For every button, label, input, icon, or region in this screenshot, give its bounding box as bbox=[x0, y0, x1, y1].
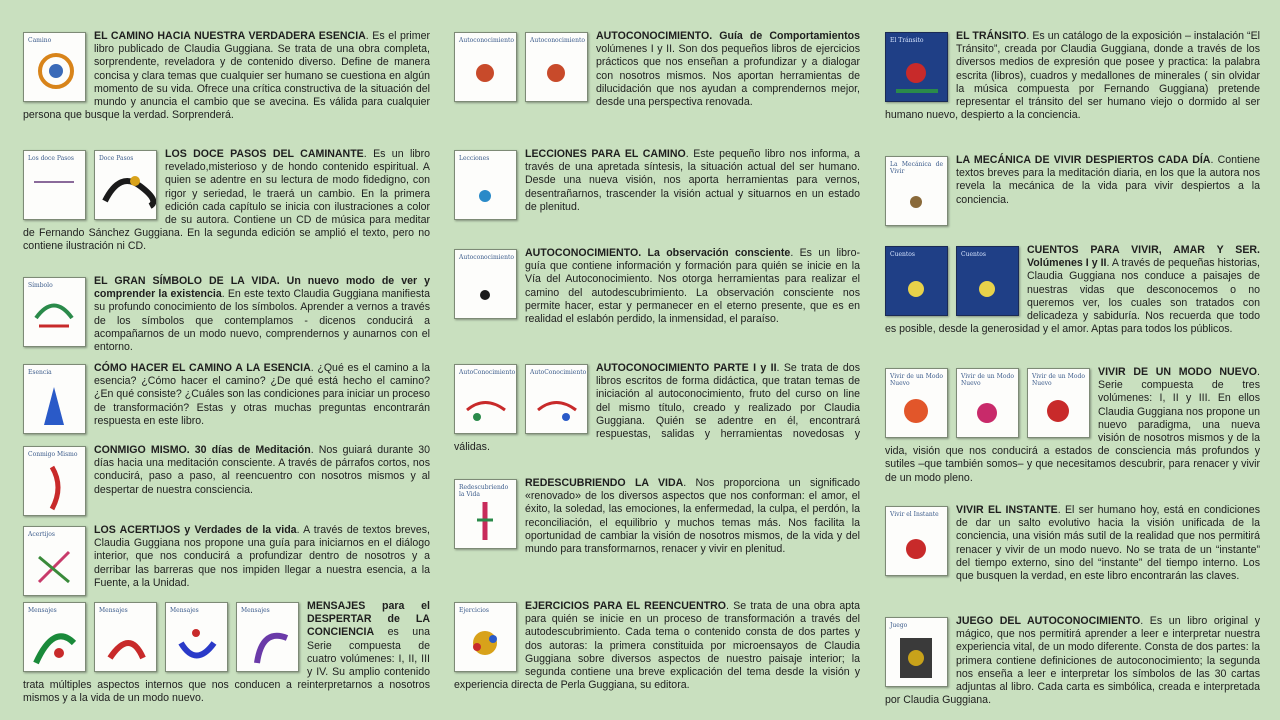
entry-title: VIVIR EL INSTANTE bbox=[956, 504, 1058, 516]
entry-title: LECCIONES PARA EL CAMINO bbox=[525, 148, 686, 160]
cover-art-icon bbox=[957, 247, 1018, 315]
entry-body: . Es un catálogo de la exposición – instalación “El Tránsito”, creada por Claudia Guggiana, donde a través de los diversos medios de expresión que posee y practica: la palabra escrita (libros), cuadros y medallones de minerales ( sin olvidar la música compuesta por Fernando Guggiana) pretende representar el tránsito del ser humano viejo o dormido al ser humano nuevo, despierto a la conciencia. bbox=[885, 30, 1260, 122]
cover-art-icon bbox=[1028, 369, 1089, 437]
cover-group bbox=[454, 150, 517, 220]
cover-art-icon bbox=[886, 618, 947, 686]
entry-body: . Este pequeño libro nos informa, a través de una apretada síntesis, la situación actual del ser humano. Desde una nueva visión, nos aporta herramientas para vernos, desentrañarnos, trascender la visión actual y situarnos en un estado de plenitud. bbox=[525, 148, 860, 213]
cover-art-icon bbox=[95, 151, 156, 219]
cover-title: Camino bbox=[28, 37, 52, 44]
entry-title: CÓMO HACER EL CAMINO A LA ESENCIA bbox=[94, 362, 311, 374]
cover-art-icon bbox=[886, 507, 947, 575]
cover-art-icon bbox=[455, 151, 516, 219]
book-cover bbox=[23, 150, 86, 220]
book-cover bbox=[885, 368, 948, 438]
cover-art-icon bbox=[455, 250, 516, 318]
entry-body: volúmenes I y II. Son dos pequeños libros de ejercicios prácticos que nos enseñan a profundizar y a dialogar con nosotros mismos. Nos aportan herramientas de dilucidación que nos ayudan a comprendernos mejor, desde una perspectiva renovada. bbox=[596, 43, 860, 109]
cover-art-icon bbox=[886, 33, 947, 101]
cover-title: Vivir de un Modo Nuevo bbox=[890, 373, 943, 387]
cover-art-icon bbox=[526, 33, 587, 101]
entry-body: . Es el primer libro publicado de Claudia Guggiana. Se trata de una obra completa, sorprendente, reveladora y de contenido diverso. Define de manera concisa y clara temas que cualquier ser humano se cuestiona en algún momento de su vida. Ofrece una crítica constructiva de la situación del mundo y anuncia el cambio que se avecina. Es válida para cualquier persona que busque la verdad. Sorprenderá. bbox=[23, 30, 430, 122]
cover-art-icon bbox=[886, 247, 947, 315]
cover-title: Vivir de un Modo Nuevo bbox=[961, 373, 1014, 387]
book-cover bbox=[23, 364, 86, 434]
cover-group bbox=[23, 526, 86, 596]
book-cover bbox=[525, 364, 588, 434]
entry-guia-comportamientos bbox=[454, 30, 860, 109]
entry-camino-esencia bbox=[23, 30, 430, 122]
book-cover bbox=[23, 602, 86, 672]
entry-title: LOS DOCE PASOS DEL CAMINANTE bbox=[165, 148, 364, 160]
cover-art-icon bbox=[957, 369, 1018, 437]
entry-body: . Es un libro revelado,misterioso y de hondo contenido espiritual. A quien se adentre en su lectura de modo fidedigno, con rigor y seriedad, le traerá un cambio. En la primera edición cada capítulo se inicia con ilustraciones a color de su autora. Contiene un CD de música para meditar de Fernando Sánchez Guggiana. En la segunda edición se amplió el texto, pero no contiene ilustración ni CD. bbox=[23, 148, 430, 253]
entry-body: . A través de textos breves, Claudia Guggiana nos propone una guía para iniciarnos en el diálogo interior, que nos conducirá a profundizar dentro de nosotros y a derribar las barreras que nos impiden llegar a nuestra esencia, a la Fuente, a la Unidad. bbox=[94, 524, 430, 589]
cover-art-icon bbox=[24, 151, 85, 219]
cover-group bbox=[885, 156, 948, 226]
cover-art-icon bbox=[24, 33, 85, 101]
cover-title: Mensajes bbox=[241, 607, 270, 614]
cover-art-icon bbox=[455, 33, 516, 101]
cover-group bbox=[885, 506, 948, 576]
entry-title: AUTOCONOCIMIENTO. Guía de Comportamientos bbox=[596, 30, 860, 42]
cover-group bbox=[23, 32, 86, 102]
book-cover bbox=[454, 249, 517, 319]
entry-acertijos bbox=[23, 524, 430, 598]
entry-title: CONMIGO MISMO. 30 días de Meditación bbox=[94, 444, 311, 456]
entry-title: MENSAJES para el DESPERTAR de LA CONCIENCIA bbox=[307, 600, 430, 639]
entry-body: . Es un libro original y mágico, que nos permitirá aprender a leer e interpretar nuestra experiencia vital, de un modo diferente. Consta de dos partes: la primera contiene definiciones de autoconocimiento; la segunda nos enseña a leer e interpretar los símbolos de las 30 cartas adjuntas al libro. Cada carta es simbólica, creada e interpretada por Claudia Guggiana. bbox=[885, 615, 1261, 707]
book-cover bbox=[23, 526, 86, 596]
cover-art-icon bbox=[24, 527, 85, 595]
entry-title: EJERCICIOS PARA EL REENCUENTRO bbox=[525, 600, 726, 612]
cover-group bbox=[23, 150, 157, 220]
entry-body: . Se trata de dos libros escritos de forma didáctica, que tratan temas de iniciación al autoconocimiento, fruto del curso on line del mismo título, creado y realizado por Claudia Guggiana. Quién se adentre en él, encontrará respuestas, salidas y herramientas novedosas y válidas. bbox=[454, 362, 860, 454]
cover-title: Cuentos bbox=[961, 251, 986, 258]
cover-group bbox=[454, 479, 517, 549]
cover-group bbox=[885, 246, 1019, 316]
cover-group bbox=[454, 32, 588, 102]
cover-title: Autoconocimiento bbox=[459, 37, 514, 44]
entry-title: EL CAMINO HACIA NUESTRA VERDADERA ESENCIA bbox=[94, 30, 366, 42]
cover-title: Los doce Pasos bbox=[28, 155, 74, 162]
cover-title: AutoConocimiento bbox=[459, 369, 516, 376]
entry-vivir-modo-nuevo bbox=[885, 366, 1260, 485]
cover-title: Lecciones bbox=[459, 155, 490, 162]
cover-art-icon bbox=[886, 369, 947, 437]
cover-title: Juego bbox=[890, 622, 908, 629]
cover-title: Doce Pasos bbox=[99, 155, 134, 162]
entry-body: . Se trata de una obra apta para quién se inicie en un proceso de transformación a través del autodescubrimiento. Cada tema o contenido consta de dos partes y dos autoras: la primera constituida por microensayos de Claudia Guggiana sobre diversos aspectos de nuestro paisaje interior; la segunda contiene una breve explicación del tema desde la visión y experiencia directa de Perla Guggiana, su editora. bbox=[454, 600, 860, 692]
entry-transito bbox=[885, 30, 1260, 122]
entry-title: REDESCUBRIENDO LA VIDA bbox=[525, 477, 684, 489]
cover-title: Cuentos bbox=[890, 251, 915, 258]
book-cover bbox=[454, 364, 517, 434]
entry-title: JUEGO DEL AUTOCONOCIMIENTO bbox=[956, 615, 1141, 627]
cover-art-icon bbox=[24, 278, 85, 346]
book-cover bbox=[885, 156, 948, 226]
cover-group bbox=[23, 602, 299, 672]
entry-title: EL TRÁNSITO bbox=[956, 30, 1027, 42]
cover-title: Autoconocimiento bbox=[459, 254, 514, 261]
cover-group bbox=[454, 364, 588, 434]
book-cover bbox=[165, 602, 228, 672]
book-cover bbox=[525, 32, 588, 102]
book-cover bbox=[956, 246, 1019, 316]
cover-title: Símbolo bbox=[28, 282, 53, 289]
cover-group bbox=[23, 446, 86, 516]
entry-title: AUTOCONOCIMIENTO PARTE I y II bbox=[596, 362, 777, 374]
entry-doce-pasos bbox=[23, 148, 430, 254]
cover-art-icon bbox=[166, 603, 227, 671]
cover-art-icon bbox=[237, 603, 298, 671]
book-cover bbox=[885, 32, 948, 102]
cover-art-icon bbox=[95, 603, 156, 671]
cover-group bbox=[23, 364, 86, 434]
entry-ejercicios bbox=[454, 600, 860, 692]
cover-art-icon bbox=[526, 365, 587, 433]
entry-mensajes bbox=[23, 600, 430, 706]
book-cover bbox=[956, 368, 1019, 438]
entry-cuentos bbox=[885, 244, 1260, 336]
book-cover bbox=[23, 446, 86, 516]
cover-group bbox=[454, 249, 517, 319]
cover-title: Esencia bbox=[28, 369, 52, 376]
cover-title: El Tránsito bbox=[890, 37, 924, 44]
book-cover bbox=[94, 150, 157, 220]
cover-group bbox=[885, 617, 948, 687]
book-cover bbox=[1027, 368, 1090, 438]
cover-title: Vivir de un Modo Nuevo bbox=[1032, 373, 1085, 387]
entry-title: EL GRAN SÍMBOLO DE LA VIDA. Un nuevo modo de ver y comprender la existencia bbox=[94, 275, 430, 301]
book-cover bbox=[23, 32, 86, 102]
cover-group bbox=[885, 368, 1090, 438]
entry-lecciones bbox=[454, 148, 860, 222]
cover-group bbox=[454, 602, 517, 672]
book-cover bbox=[454, 479, 517, 549]
cover-title: Acertijos bbox=[28, 531, 55, 538]
cover-title: La Mecánica de Vivir bbox=[890, 161, 943, 175]
cover-art-icon bbox=[455, 603, 516, 671]
book-cover bbox=[885, 246, 948, 316]
entry-body: . Nos proporciona un significado «renovado» de los diversos aspectos que nos conforman: el amor, el éxito, la soledad, las emociones, la enfermedad, la culpa, el perdón, la reconciliación, el equilibrio y muchos temas más. Nos facilita la oportunidad de cambiar la visión de nosotros mismos, de la vida y del mundo para transformarnos, renacer y vivir en plenitud. bbox=[525, 477, 861, 556]
cover-title: Vivir el Instante bbox=[890, 511, 939, 518]
entry-title: VIVIR DE UN MODO NUEVO bbox=[1098, 366, 1258, 378]
entry-autoconocimiento-parte bbox=[454, 362, 860, 454]
book-cover bbox=[23, 277, 86, 347]
book-cover bbox=[454, 150, 517, 220]
cover-art-icon bbox=[455, 365, 516, 433]
entry-body: es una Serie compuesta de cuatro volúmenes: I, II, III y IV. Su amplio contenido trata múltiples aspectos internos que nos conducen a reinterpretarnos a nosotros mismos y a la vida de un modo nuevo. bbox=[23, 626, 430, 705]
entry-title: LA MECÁNICA DE VIVIR DESPIERTOS CADA DÍA bbox=[956, 154, 1211, 166]
book-cover bbox=[454, 602, 517, 672]
cover-art-icon bbox=[24, 447, 85, 515]
cover-title: AutoConocimiento bbox=[530, 369, 587, 376]
entry-body: . ¿Qué es el camino a la esencia? ¿Cómo hacer el camino? ¿De qué está hecho el camino? ¿En qué consiste? ¿Cuáles son las condiciones para iniciar un proceso de transformación? Estas y otras muchas preguntas encontrarán respuesta en este libro. bbox=[94, 362, 430, 427]
entry-title: CUENTOS PARA VIVIR, AMAR Y SER. Volúmenes I y II bbox=[1027, 244, 1260, 270]
entry-body: . Nos guiará durante 30 días hacia una meditación consciente. A través de párrafos cortos, nos conducirá, paso a paso, al reencuentro con nosotros mismos y al despertar de nuestra consciencia. bbox=[94, 444, 430, 496]
book-cover bbox=[885, 506, 948, 576]
entry-title: AUTOCONOCIMIENTO. La observación consciente bbox=[525, 247, 791, 259]
entry-mecanica bbox=[885, 154, 1260, 228]
cover-group bbox=[885, 32, 948, 102]
entry-gran-simbolo bbox=[23, 275, 430, 354]
book-cover bbox=[94, 602, 157, 672]
cover-group bbox=[23, 277, 86, 347]
cover-art-icon bbox=[886, 157, 947, 225]
cover-title: Autoconocimiento bbox=[530, 37, 585, 44]
entry-body: . Serie compuesta de tres volúmenes: I, II y III. En ellos Claudia Guggiana nos propone un nuevo paradigma, una nueva visión de nosotros mismos y de la vida, visión que nos conducirá a estados de consciencia más profundos y sutiles –que también somos– y que necesitamos descubrir, para renacer y vivir de un modo pleno. bbox=[885, 366, 1260, 484]
cover-art-icon bbox=[24, 603, 85, 671]
entry-observacion-consciente bbox=[454, 247, 860, 326]
entry-juego bbox=[885, 615, 1260, 707]
entry-redescubriendo bbox=[454, 477, 860, 556]
entry-body: . Es un libro- guía que contiene información y formación para quién se inicie en la Vía del Autoconocimiento. Nos otorga herramientas para realizar el camino del autodescubrimiento. La observación consciente nos permite hacer, estar y permanecer en el eterno presente, que es en realidad el eslabón perdido, la inmensidad, el paraíso. bbox=[525, 247, 860, 326]
book-cover bbox=[885, 617, 948, 687]
entry-como-hacer-camino bbox=[23, 362, 430, 436]
cover-title: Mensajes bbox=[28, 607, 57, 614]
cover-art-icon bbox=[24, 365, 85, 433]
entry-body: . A través de pequeñas historias, Claudia Guggiana nos conduce a paisajes de nuestras vidas que desconocemos o no queremos ver, los cuales son tratados con delicadeza y sabiduría. Nos recuerda que todo es posible, desde la generosidad y el amor. Aptas para todos los públicos. bbox=[885, 257, 1260, 336]
entry-conmigo-mismo bbox=[23, 444, 430, 518]
cover-art-icon bbox=[455, 480, 516, 548]
cover-title: Mensajes bbox=[170, 607, 199, 614]
entry-body: . El ser humano hoy, está en condiciones de dar un salto evolutivo hacia la visión unificada de la conciencia, una visión más sutil de la realidad que nos permitirá renacer y vivir de un modo nuevo. No se trata de un “instante” del tiempo externo, sino del “instante” del tiempo interno. Los que busquen la verdad, en este libro encontrarán las claves. bbox=[956, 504, 1260, 583]
entry-body: . Contiene textos breves para la meditación diaria, en los que la autora nos revela la mecánica de la vida para vivir despiertos a la conciencia. bbox=[956, 154, 1261, 206]
cover-title: Conmigo Mismo bbox=[28, 451, 78, 458]
entry-body: . En este texto Claudia Guggiana manifiesta su profundo conocimiento de los símbolos. Aprender a vernos a través de los símbolos que contemplamos - dicenos conducirá a acompañarnos de un modo nuevo, comprendernos y aunarnos con el entorno. bbox=[94, 288, 431, 354]
book-cover bbox=[236, 602, 299, 672]
cover-title: Ejercicios bbox=[459, 607, 489, 614]
book-cover bbox=[454, 32, 517, 102]
entry-vivir-instante bbox=[885, 504, 1260, 583]
cover-title: Mensajes bbox=[99, 607, 128, 614]
entry-title: LOS ACERTIJOS y Verdades de la vida bbox=[94, 524, 297, 536]
cover-title: Redescubriendo la Vida bbox=[459, 484, 509, 498]
